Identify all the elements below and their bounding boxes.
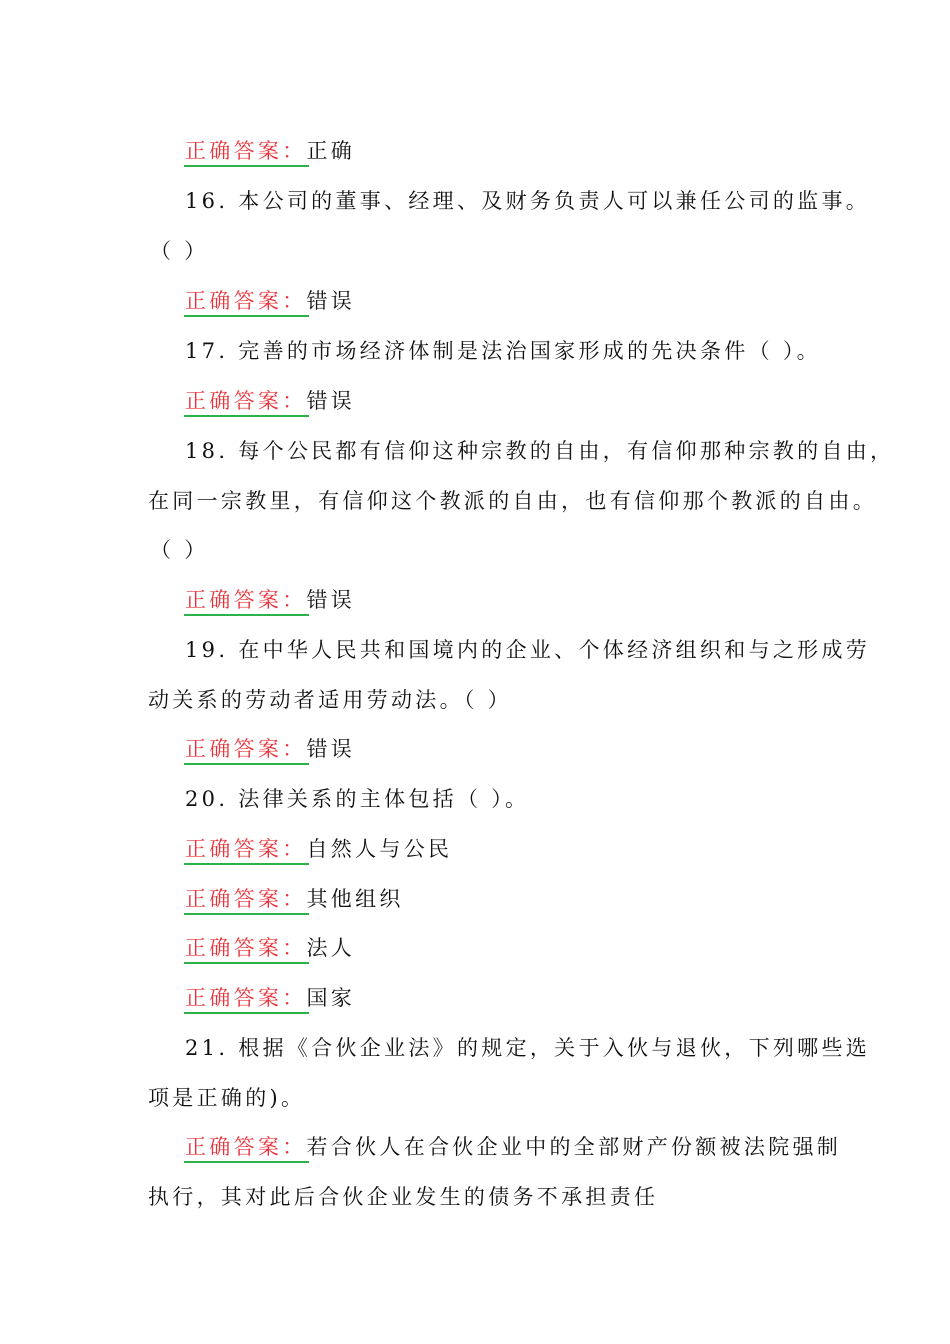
answer-18	[185, 585, 355, 615]
answer-label: 正确答案：	[185, 884, 307, 914]
answer-label: 正确答案：	[185, 585, 307, 615]
question-21-line-1: 21. 根据《合伙企业法》的规定，关于入伙与退伙，下列哪些选	[185, 1036, 871, 1060]
question-20-line-1: 20. 法律关系的主体包括（ ）。	[185, 787, 530, 811]
answer-label: 正确答案：	[185, 286, 307, 316]
answer-16	[185, 286, 355, 316]
question-18-line-2: 在同一宗教里，有信仰这个教派的自由，也有信仰那个教派的自由。	[148, 489, 877, 513]
question-16-line-2: （ ）	[150, 239, 209, 263]
answer-21-line-1	[185, 1132, 841, 1162]
question-18-line-1: 18. 每个公民都有信仰这种宗教的自由，有信仰那种宗教的自由，	[185, 439, 895, 463]
answer-text: 正确	[306, 139, 356, 163]
answer-20-3	[185, 933, 355, 963]
answer-text: 错误	[306, 289, 356, 313]
answer-text: 法人	[306, 936, 356, 960]
answer-21-line-2: 执行，其对此后合伙企业发生的债务不承担责任	[148, 1185, 659, 1209]
answer-20-4	[185, 983, 355, 1013]
answer-15	[185, 136, 355, 166]
answer-label: 正确答案：	[185, 983, 307, 1013]
answer-label: 正确答案：	[185, 933, 307, 963]
answer-20-1	[185, 834, 452, 864]
answer-text: 其他组织	[306, 887, 404, 911]
answer-17	[185, 386, 355, 416]
answer-label: 正确答案：	[185, 834, 307, 864]
question-18-line-3: （ ）	[150, 538, 209, 562]
answer-label: 正确答案：	[185, 136, 307, 166]
answer-text: 错误	[306, 737, 356, 761]
question-19-line-2: 动关系的劳动者适用劳动法。（ ）	[148, 688, 512, 712]
answer-label: 正确答案：	[185, 386, 307, 416]
answer-text: 错误	[306, 389, 356, 413]
answer-text: 错误	[306, 588, 356, 612]
answer-label: 正确答案：	[185, 734, 307, 764]
question-19-line-1: 19. 在中华人民共和国境内的企业、个体经济组织和与之形成劳	[185, 638, 871, 662]
question-21-line-2: 项是正确的)。	[148, 1086, 306, 1110]
answer-20-2	[185, 884, 404, 914]
answer-label: 正确答案：	[185, 1132, 307, 1162]
answer-19	[185, 734, 355, 764]
answer-text: 自然人与公民	[306, 837, 453, 861]
question-17-line-1: 17. 完善的市场经济体制是法治国家形成的先决条件（ ）。	[185, 339, 821, 363]
question-16-line-1: 16. 本公司的董事、经理、及财务负责人可以兼任公司的监事。	[185, 189, 871, 213]
answer-text: 国家	[306, 986, 356, 1010]
answer-text: 若合伙人在合伙企业中的全部财产份额被法院强制	[306, 1135, 842, 1159]
